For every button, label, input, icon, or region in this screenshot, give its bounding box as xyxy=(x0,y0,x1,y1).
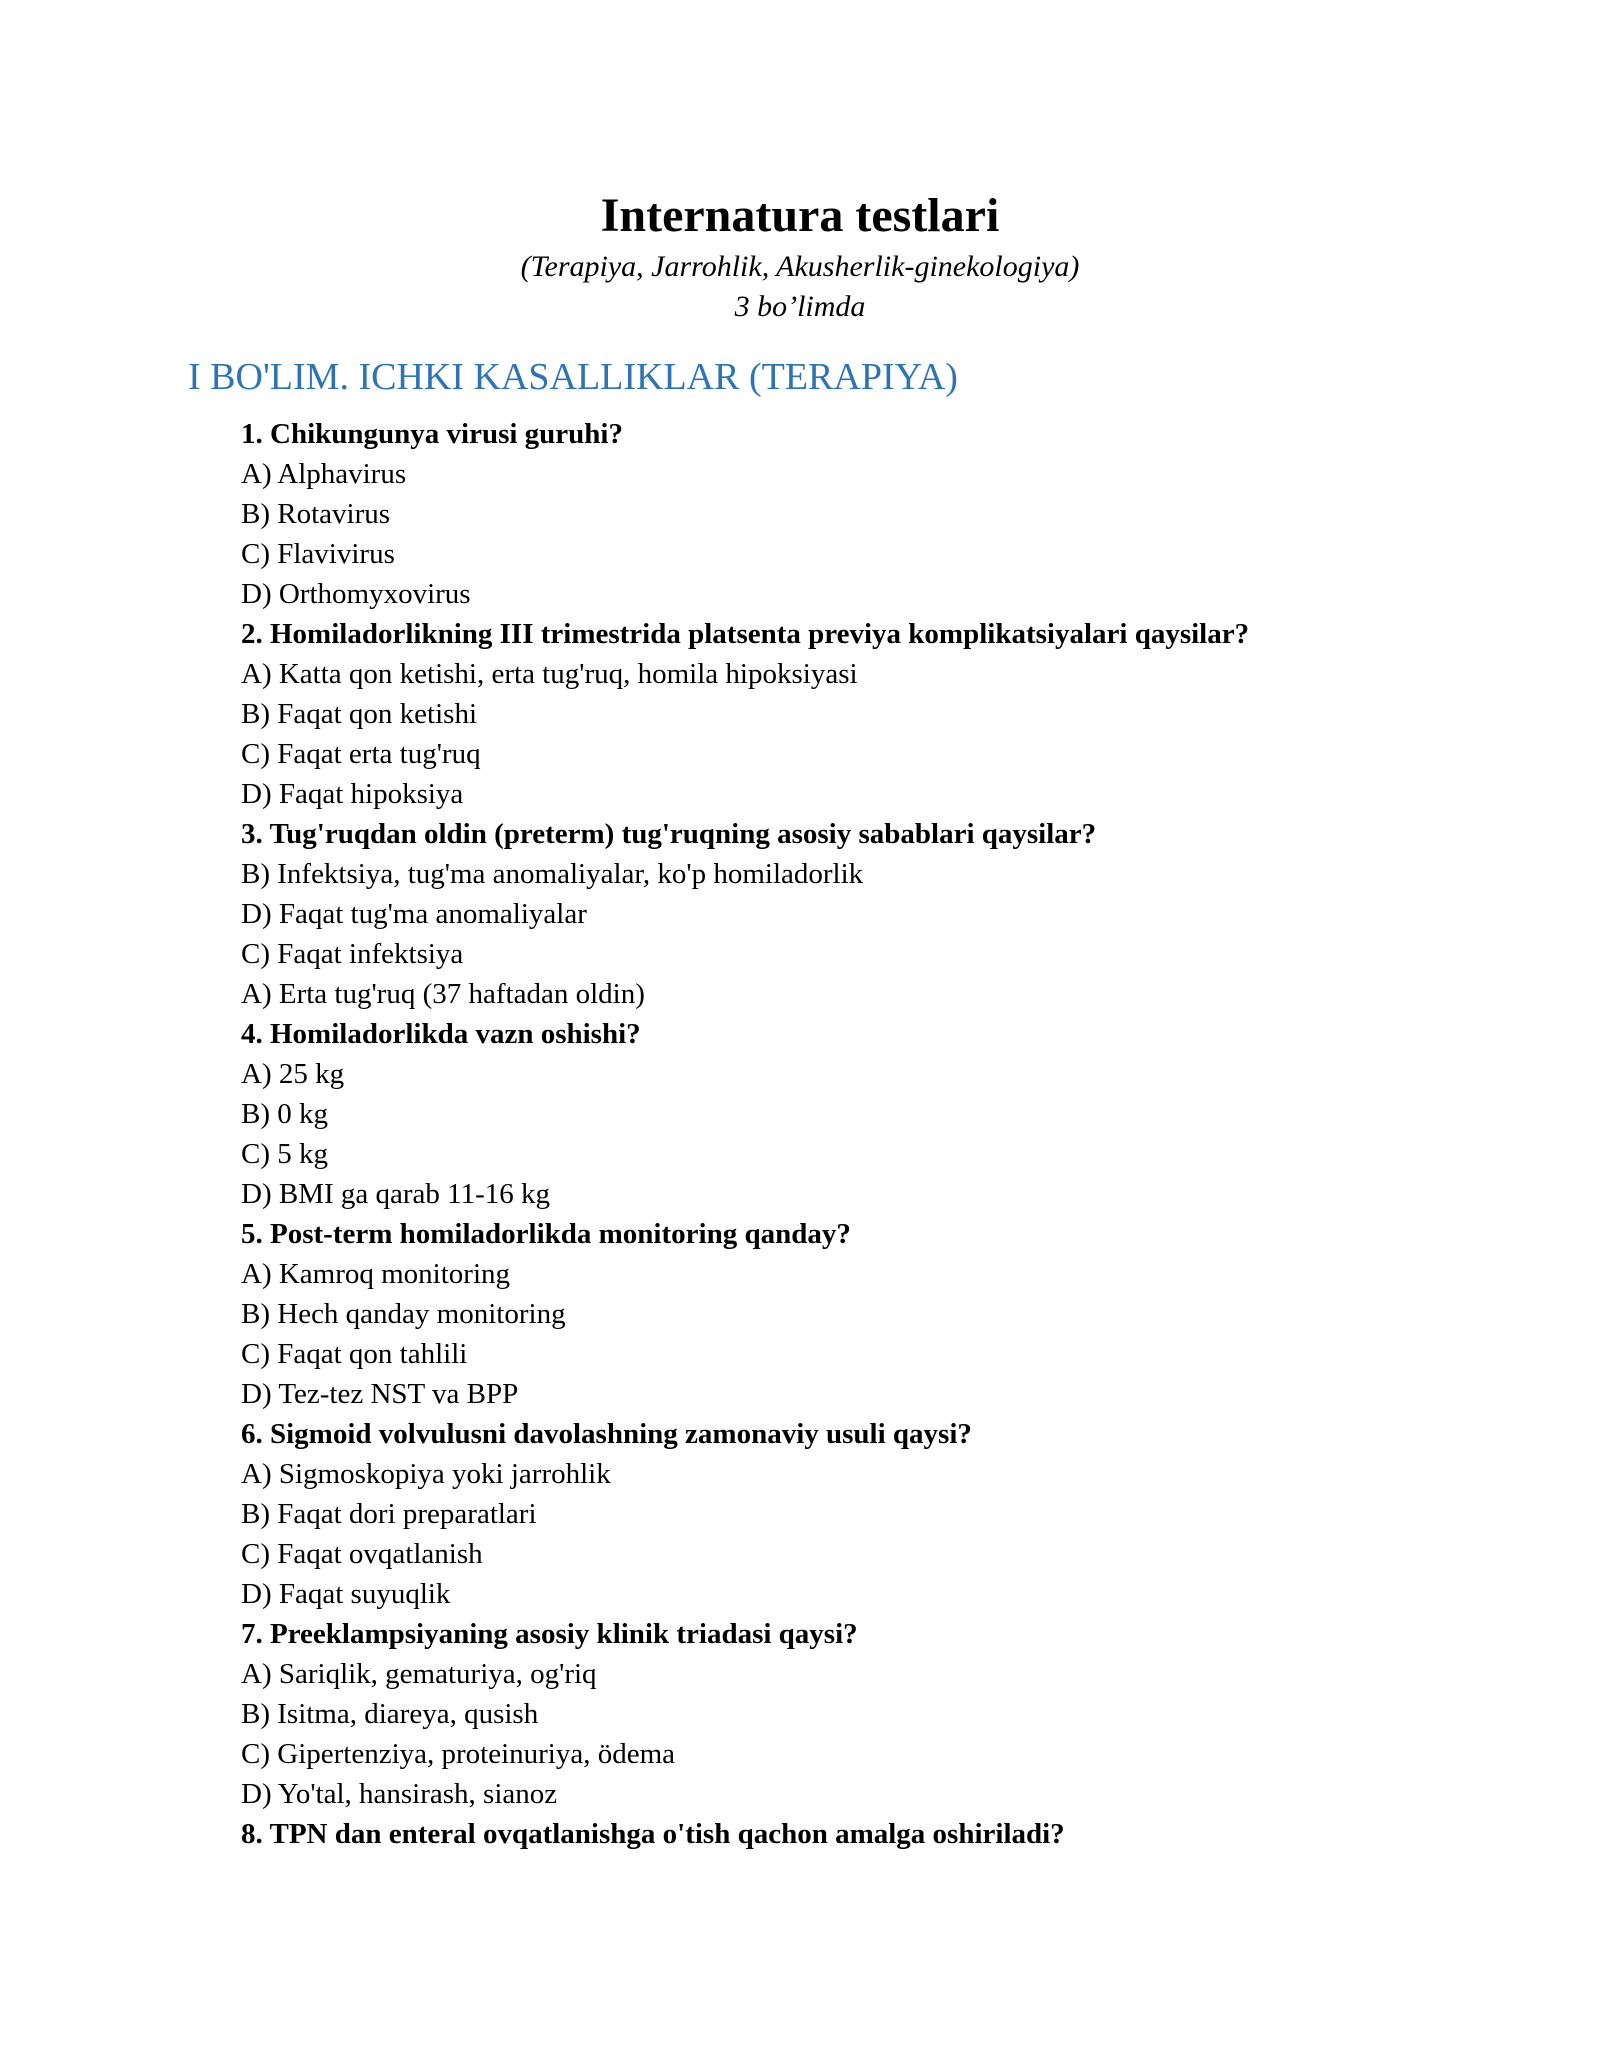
question-block xyxy=(241,414,1441,614)
question-block xyxy=(241,1614,1441,1814)
question-text: 7. Preeklampsiyaning asosiy klinik triadasi qaysi? xyxy=(241,1618,858,1650)
answer-option: B) 0 kg xyxy=(241,1098,328,1130)
answer-option: A) 25 kg xyxy=(241,1058,345,1090)
answer-option: B) Rotavirus xyxy=(241,498,391,530)
answer-option: C) Faqat infektsiya xyxy=(241,938,464,970)
answer-option: A) Sariqlik, gematuriya, og'riq xyxy=(241,1658,597,1690)
document-title: Internatura testlari xyxy=(600,189,1000,242)
answer-option: C) 5 kg xyxy=(241,1138,328,1170)
question-text: 5. Post-term homiladorlikda monitoring qanday? xyxy=(241,1218,851,1250)
question-block xyxy=(241,1014,1441,1214)
document-subtitle: (Terapiya, Jarrohlik, Akusherlik-ginekologiya) xyxy=(520,250,1080,283)
answer-option: C) Gipertenziya, proteinuriya, ödema xyxy=(241,1738,676,1770)
answer-option: A) Erta tug'ruq (37 haftadan oldin) xyxy=(241,978,645,1010)
question-text: 6. Sigmoid volvulusni davolashning zamonaviy usuli qaysi? xyxy=(241,1418,972,1450)
question-block xyxy=(241,614,1441,814)
section-heading: I BO'LIM. ICHKI KASALLIKLAR (TERAPIYA) xyxy=(188,356,958,398)
answer-option: A) Sigmoskopiya yoki jarrohlik xyxy=(241,1458,611,1490)
answer-option: A) Katta qon ketishi, erta tug'ruq, homila hipoksiyasi xyxy=(241,658,858,690)
answer-option: D) Faqat hipoksiya xyxy=(241,778,464,810)
answer-option: B) Isitma, diareya, qusish xyxy=(241,1698,539,1730)
answer-option: D) Yo'tal, hansirash, sianoz xyxy=(241,1778,558,1810)
answer-option: C) Flavivirus xyxy=(241,538,395,570)
question-text: 1. Chikungunya virusi guruhi? xyxy=(241,418,623,450)
answer-option: A) Alphavirus xyxy=(241,458,407,490)
answer-option: B) Faqat dori preparatlari xyxy=(241,1498,537,1530)
question-block xyxy=(241,1814,1441,1854)
answer-option: D) BMI ga qarab 11-16 kg xyxy=(241,1178,550,1210)
answer-option: B) Hech qanday monitoring xyxy=(241,1298,566,1330)
question-list xyxy=(241,414,1441,1854)
question-block xyxy=(241,814,1441,1014)
answer-option: D) Faqat suyuqlik xyxy=(241,1578,451,1610)
answer-option: C) Faqat erta tug'ruq xyxy=(241,738,481,770)
question-text: 4. Homiladorlikda vazn oshishi? xyxy=(241,1018,641,1050)
answer-option: C) Faqat qon tahlili xyxy=(241,1338,468,1370)
answer-option: B) Faqat qon ketishi xyxy=(241,698,478,730)
answer-option: D) Faqat tug'ma anomaliyalar xyxy=(241,898,587,930)
answer-option: D) Orthomyxovirus xyxy=(241,578,471,610)
answer-option: A) Kamroq monitoring xyxy=(241,1258,511,1290)
question-text: 2. Homiladorlikning III trimestrida platsenta previya komplikatsiyalari qaysilar? xyxy=(241,618,1250,650)
answer-option: D) Tez-tez NST va BPP xyxy=(241,1378,519,1410)
question-block xyxy=(241,1414,1441,1614)
question-text: 8. TPN dan enteral ovqatlanishga o'tish qachon amalga oshiriladi? xyxy=(241,1818,1065,1850)
question-text: 3. Tug'ruqdan oldin (preterm) tug'ruqning asosiy sabablari qaysilar? xyxy=(241,818,1097,850)
answer-option: B) Infektsiya, tug'ma anomaliyalar, ko'p homiladorlik xyxy=(241,858,864,890)
question-block xyxy=(241,1214,1441,1414)
answer-option: C) Faqat ovqatlanish xyxy=(241,1538,483,1570)
document-parts-note: 3 bo’limda xyxy=(734,290,866,323)
